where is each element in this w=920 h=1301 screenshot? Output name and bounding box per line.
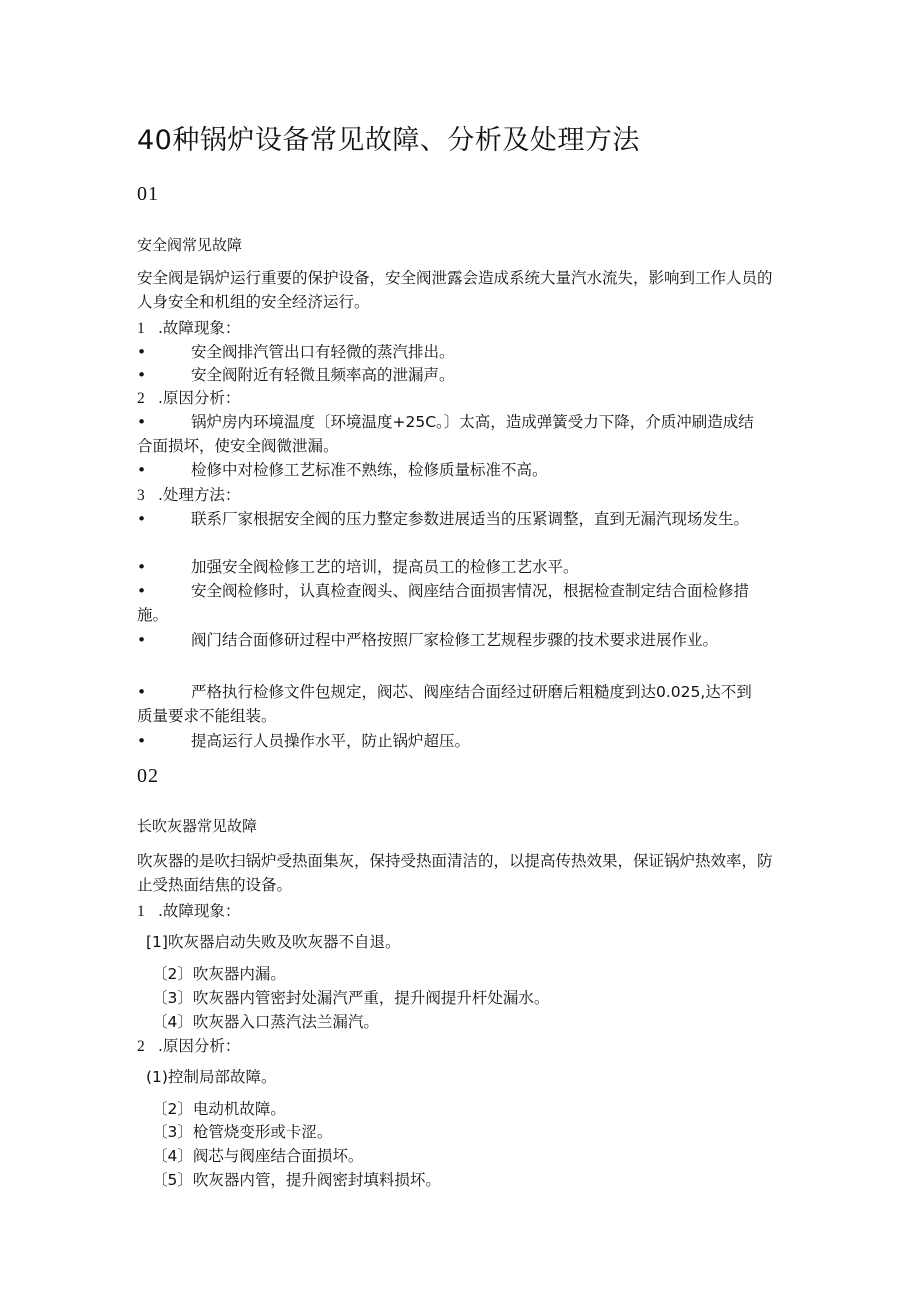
- subsection-label: .原因分析：: [158, 389, 241, 407]
- bullet-item: [137, 579, 762, 627]
- bullet-item: [137, 628, 762, 652]
- subsection-number: 2: [137, 390, 145, 407]
- section-number: 02: [137, 765, 159, 787]
- section-number: 01: [137, 183, 159, 205]
- bullet-text: 提高运行人员操作水平，防止锅炉超压。: [191, 732, 471, 750]
- subsection-label: .原因分析：: [158, 1037, 241, 1055]
- bullet-dot: •: [137, 343, 147, 361]
- list-item: 〔4〕吹灰器入口蒸汽法兰漏汽。: [152, 1013, 379, 1031]
- subsection-label: .故障现象：: [158, 319, 241, 337]
- bullet-dot: •: [137, 510, 147, 528]
- section-heading: 长吹灰器常见故障: [137, 817, 258, 835]
- list-item: 〔3〕枪管烧变形或卡涩。: [152, 1123, 333, 1141]
- bullet-text: 安全阀排汽管出口有轻微的蒸汽排出。: [191, 343, 455, 361]
- subsection-number: 2: [137, 1038, 145, 1055]
- bullet-text: 联系厂家根据安全阀的压力整定参数进展适当的压紧调整，直到无漏汽现场发生。: [191, 510, 750, 528]
- list-item: [1]吹灰器启动失败及吹灰器不自退。: [146, 933, 401, 951]
- bullet-item: [137, 410, 762, 458]
- bullet-item: [137, 729, 762, 753]
- subsection-title: [137, 316, 240, 338]
- bullet-dot: •: [137, 558, 147, 576]
- bullet-text: 检修中对检修工艺标准不熟练，检修质量标准不高。: [191, 461, 548, 479]
- bullet-dot: •: [137, 582, 147, 600]
- bullet-dot: •: [137, 366, 147, 384]
- bullet-dot: •: [137, 413, 147, 431]
- document-title: 40种锅炉设备常见故障、分析及处理方法: [137, 125, 640, 156]
- list-item: 〔4〕阀芯与阀座结合面损坏。: [152, 1147, 364, 1165]
- list-item: 〔2〕电动机故障。: [152, 1100, 286, 1118]
- list-item: 〔5〕吹灰器内管，提升阀密封填料损坏。: [152, 1171, 441, 1189]
- list-item: 〔3〕吹灰器内管密封处漏汽严重，提升阀提升杆处漏水。: [152, 989, 550, 1007]
- bullet-text: 安全阀附近有轻微且频率高的泄漏声。: [191, 366, 455, 384]
- subsection-number: 1: [137, 903, 145, 920]
- bullet-dot: •: [137, 631, 147, 649]
- section-heading: 安全阀常见故障: [137, 236, 243, 254]
- subsection-title: [137, 483, 240, 505]
- bullet-item: [137, 507, 762, 531]
- bullet-text: 安全阀检修时，认真检查阀头、阀座结合面损害情况，根据检查制定结合面检修措施。: [137, 582, 750, 624]
- subsection-title: [137, 899, 240, 921]
- subsection-title: [137, 386, 240, 408]
- bullet-item: [137, 680, 762, 728]
- bullet-dot: •: [137, 461, 147, 479]
- bullet-text: 加强安全阀检修工艺的培训，提高员工的检修工艺水平。: [191, 558, 579, 576]
- bullet-item: [137, 458, 762, 482]
- bullet-dot: •: [137, 732, 147, 750]
- section-intro: 吹灰器的是吹扫锅炉受热面集灰，保持受热面清洁的，以提高传热效果，保证锅炉热效率，防止受热面结焦的设备。: [137, 852, 773, 894]
- bullet-text: 阀门结合面修研过程中严格按照厂家检修工艺规程步骤的技术要求进展作业。: [191, 631, 719, 649]
- section-intro: 安全阀是锅炉运行重要的保护设备，安全阀泄露会造成系统大量汽水流失，影响到工作人员的人身安全和机组的安全经济运行。: [137, 269, 773, 311]
- bullet-item: [137, 555, 762, 579]
- bullet-text: 严格执行检修文件包规定，阀芯、阀座结合面经过研磨后粗糙度到达0.025,达不到质量要求不能组装。: [137, 683, 752, 725]
- subsection-label: .处理方法：: [158, 486, 241, 504]
- bullet-dot: •: [137, 683, 147, 701]
- subsection-number: 1: [137, 320, 145, 337]
- subsection-number: 3: [137, 487, 145, 504]
- subsection-title: [137, 1034, 240, 1056]
- bullet-text: 锅炉房内环境温度〔环境温度+25C。〕太高，造成弹簧受力下降，介质冲刷造成结合面损坏，使安全阀微泄漏。: [137, 413, 754, 455]
- list-item: (1)控制局部故障。: [146, 1068, 277, 1086]
- subsection-label: .故障现象：: [158, 902, 241, 920]
- bullet-item: [137, 340, 762, 364]
- list-item: 〔2〕吹灰器内漏。: [152, 965, 286, 983]
- bullet-item: [137, 363, 762, 387]
